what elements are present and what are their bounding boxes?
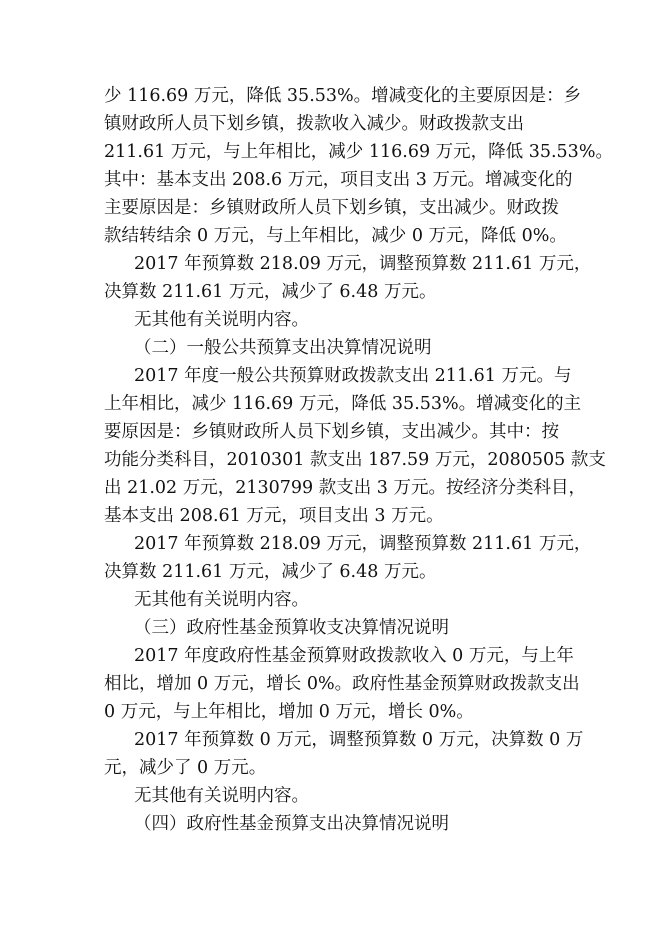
text-line: 主要原因是：乡镇财政所人员下划乡镇，支出减少。财政拨 [104, 198, 559, 218]
text-line: 镇财政所人员下划乡镇，拨款收入减少。财政拨款支出 [104, 114, 524, 134]
text-line: 0 万元，与上年相比，增加 0 万元，增长 0%。 [104, 702, 474, 722]
text-line: 基本支出 208.61 万元，项目支出 3 万元。 [104, 506, 444, 526]
text-line: 其中：基本支出 208.6 万元，项目支出 3 万元。增减变化的 [104, 170, 573, 190]
section-heading: （三）政府性基金预算收支决算情况说明 [134, 618, 449, 638]
text-line: 2017 年预算数 0 万元，调整预算数 0 万元，决算数 0 万 [134, 730, 584, 750]
text-line: 2017 年度政府性基金预算财政拨款收入 0 万元，与上年 [134, 646, 574, 666]
text-line: 2017 年预算数 218.09 万元，调整预算数 211.61 万元， [134, 254, 592, 274]
text-line: 211.61 万元，与上年相比，减少 116.69 万元，降低 35.53%。 [104, 142, 613, 162]
text-line: 款结转结余 0 万元，与上年相比，减少 0 万元，降低 0%。 [104, 226, 567, 246]
text-line: 决算数 211.61 万元，减少了 6.48 万元。 [104, 282, 437, 302]
text-line: 决算数 211.61 万元，减少了 6.48 万元。 [104, 562, 437, 582]
section-heading: （二）一般公共预算支出决算情况说明 [134, 338, 432, 358]
text-line: 2017 年预算数 218.09 万元，调整预算数 211.61 万元， [134, 534, 592, 554]
text-line: 无其他有关说明内容。 [134, 310, 309, 330]
text-line: 要原因是：乡镇财政所人员下划乡镇，支出减少。其中：按 [104, 422, 559, 442]
text-line: 功能分类科目，2010301 款支出 187.59 万元，2080505 款支 [104, 450, 606, 470]
text-line: 少 116.69 万元，降低 35.53%。增减变化的主要原因是：乡 [104, 86, 582, 106]
text-line: 出 21.02 万元，2130799 款支出 3 万元。按经济分类科目， [104, 478, 586, 498]
text-line: 相比，增加 0 万元，增长 0%。政府性基金预算财政拨款支出 [104, 674, 580, 694]
text-line: 2017 年度一般公共预算财政拨款支出 211.61 万元。与 [134, 366, 572, 386]
section-heading: （四）政府性基金预算支出决算情况说明 [134, 814, 449, 834]
text-line: 无其他有关说明内容。 [134, 590, 309, 610]
text-line: 无其他有关说明内容。 [134, 786, 309, 806]
text-line: 元，减少了 0 万元。 [104, 758, 267, 778]
text-line: 上年相比，减少 116.69 万元，降低 35.53%。增减变化的主 [104, 394, 582, 414]
